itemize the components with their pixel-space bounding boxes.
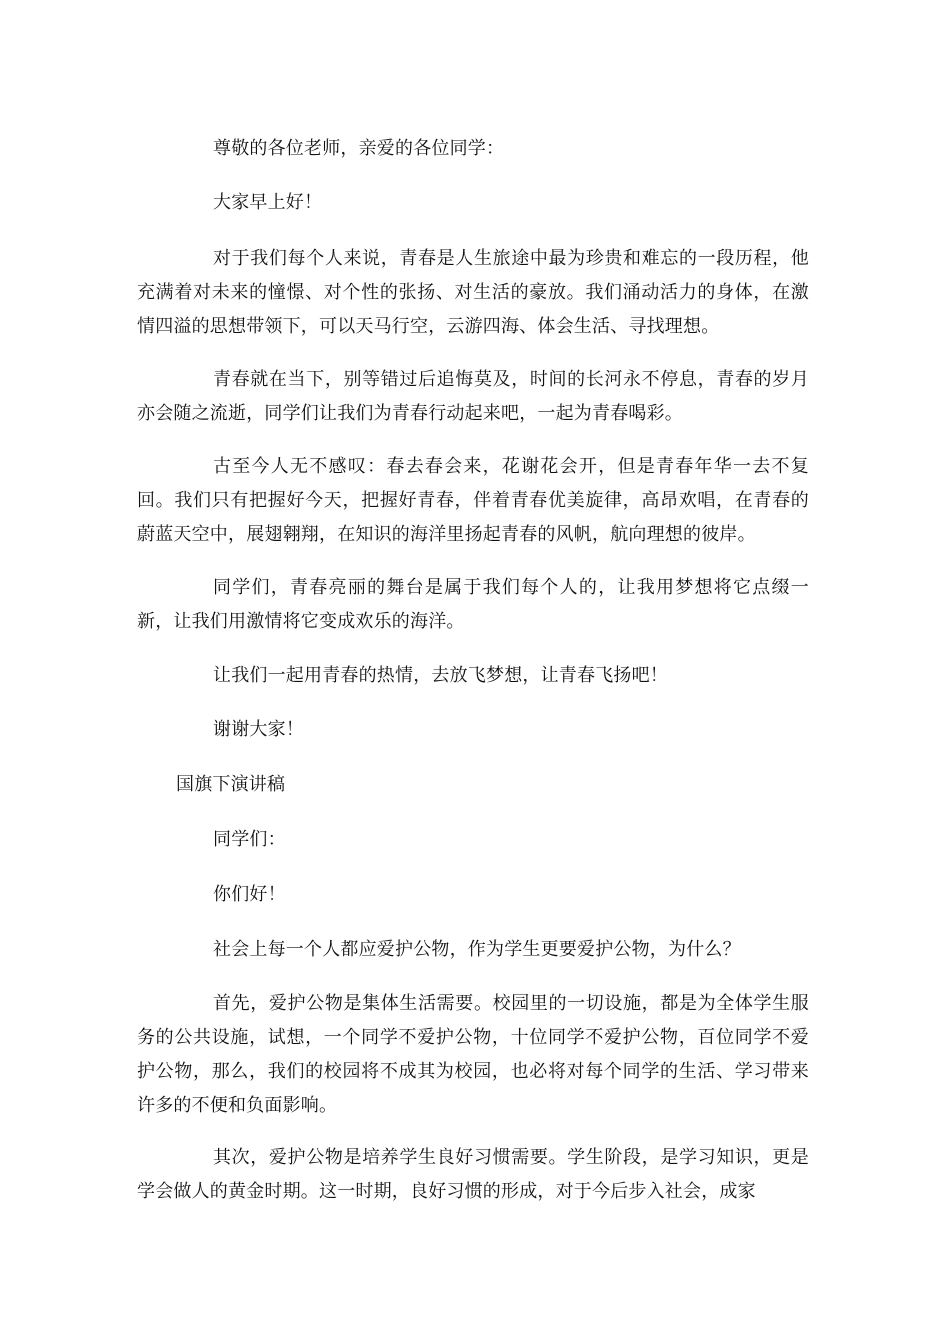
body-paragraph: 对于我们每个人来说，青春是人生旅途中最为珍贵和难忘的一段历程，他充满着对未来的憧憬、对个性的张扬、对生活的豪放。我们涌动活力的身体，在激情四溢的思想带领下，可以天马行空，云游四海、体会生活、寻找理想。: [137, 248, 809, 337]
body-paragraph: 同学们，青春亮丽的舞台是属于我们每个人的，让我用梦想将它点缀一新，让我们用激情将它变成欢乐的海洋。: [137, 577, 809, 632]
salutation: 同学们：: [213, 829, 286, 850]
greeting: 你们好！: [213, 884, 286, 905]
closing-line: 让我们一起用青春的热情，去放飞梦想，让青春飞扬吧！: [213, 665, 668, 686]
body-paragraph: 社会上每一个人都应爱护公物，作为学生更要爱护公物，为什么？: [213, 939, 741, 960]
body-paragraph: 青春就在当下，别等错过后追悔莫及，时间的长河永不停息，青春的岁月亦会随之流逝，同学们让我们为青春行动起来吧，一起为青春喝彩。: [137, 369, 809, 424]
section-heading: 国旗下演讲稿: [176, 774, 286, 795]
thanks-line: 谢谢大家！: [213, 719, 304, 740]
body-paragraph: 古至今人无不感叹：春去春会来，花谢花会开，但是青春年华一去不复回。我们只有把握好今天，把握好青春，伴着青春优美旋律，高昂欢唱，在青春的蔚蓝天空中，展翅翱翔，在知识的海洋里扬起青春的风帆，航向理想的彼岸。: [137, 456, 809, 545]
body-paragraph: 其次，爱护公物是培养学生良好习惯需要。学生阶段，是学习知识，更是学会做人的黄金时期。这一时期，良好习惯的形成，对于今后步入社会，成家: [137, 1147, 809, 1202]
salutation: 尊敬的各位老师，亲爱的各位同学：: [213, 138, 505, 159]
body-paragraph: 首先，爱护公物是集体生活需要。校园里的一切设施，都是为全体学生服务的公共设施，试想，一个同学不爱护公物，十位同学不爱护公物，百位同学不爱护公物，那么，我们的校园将不成其为校园，也必将对每个同学的生活、学习带来许多的不便和负面影响。: [137, 993, 809, 1116]
greeting: 大家早上好！: [213, 192, 323, 213]
